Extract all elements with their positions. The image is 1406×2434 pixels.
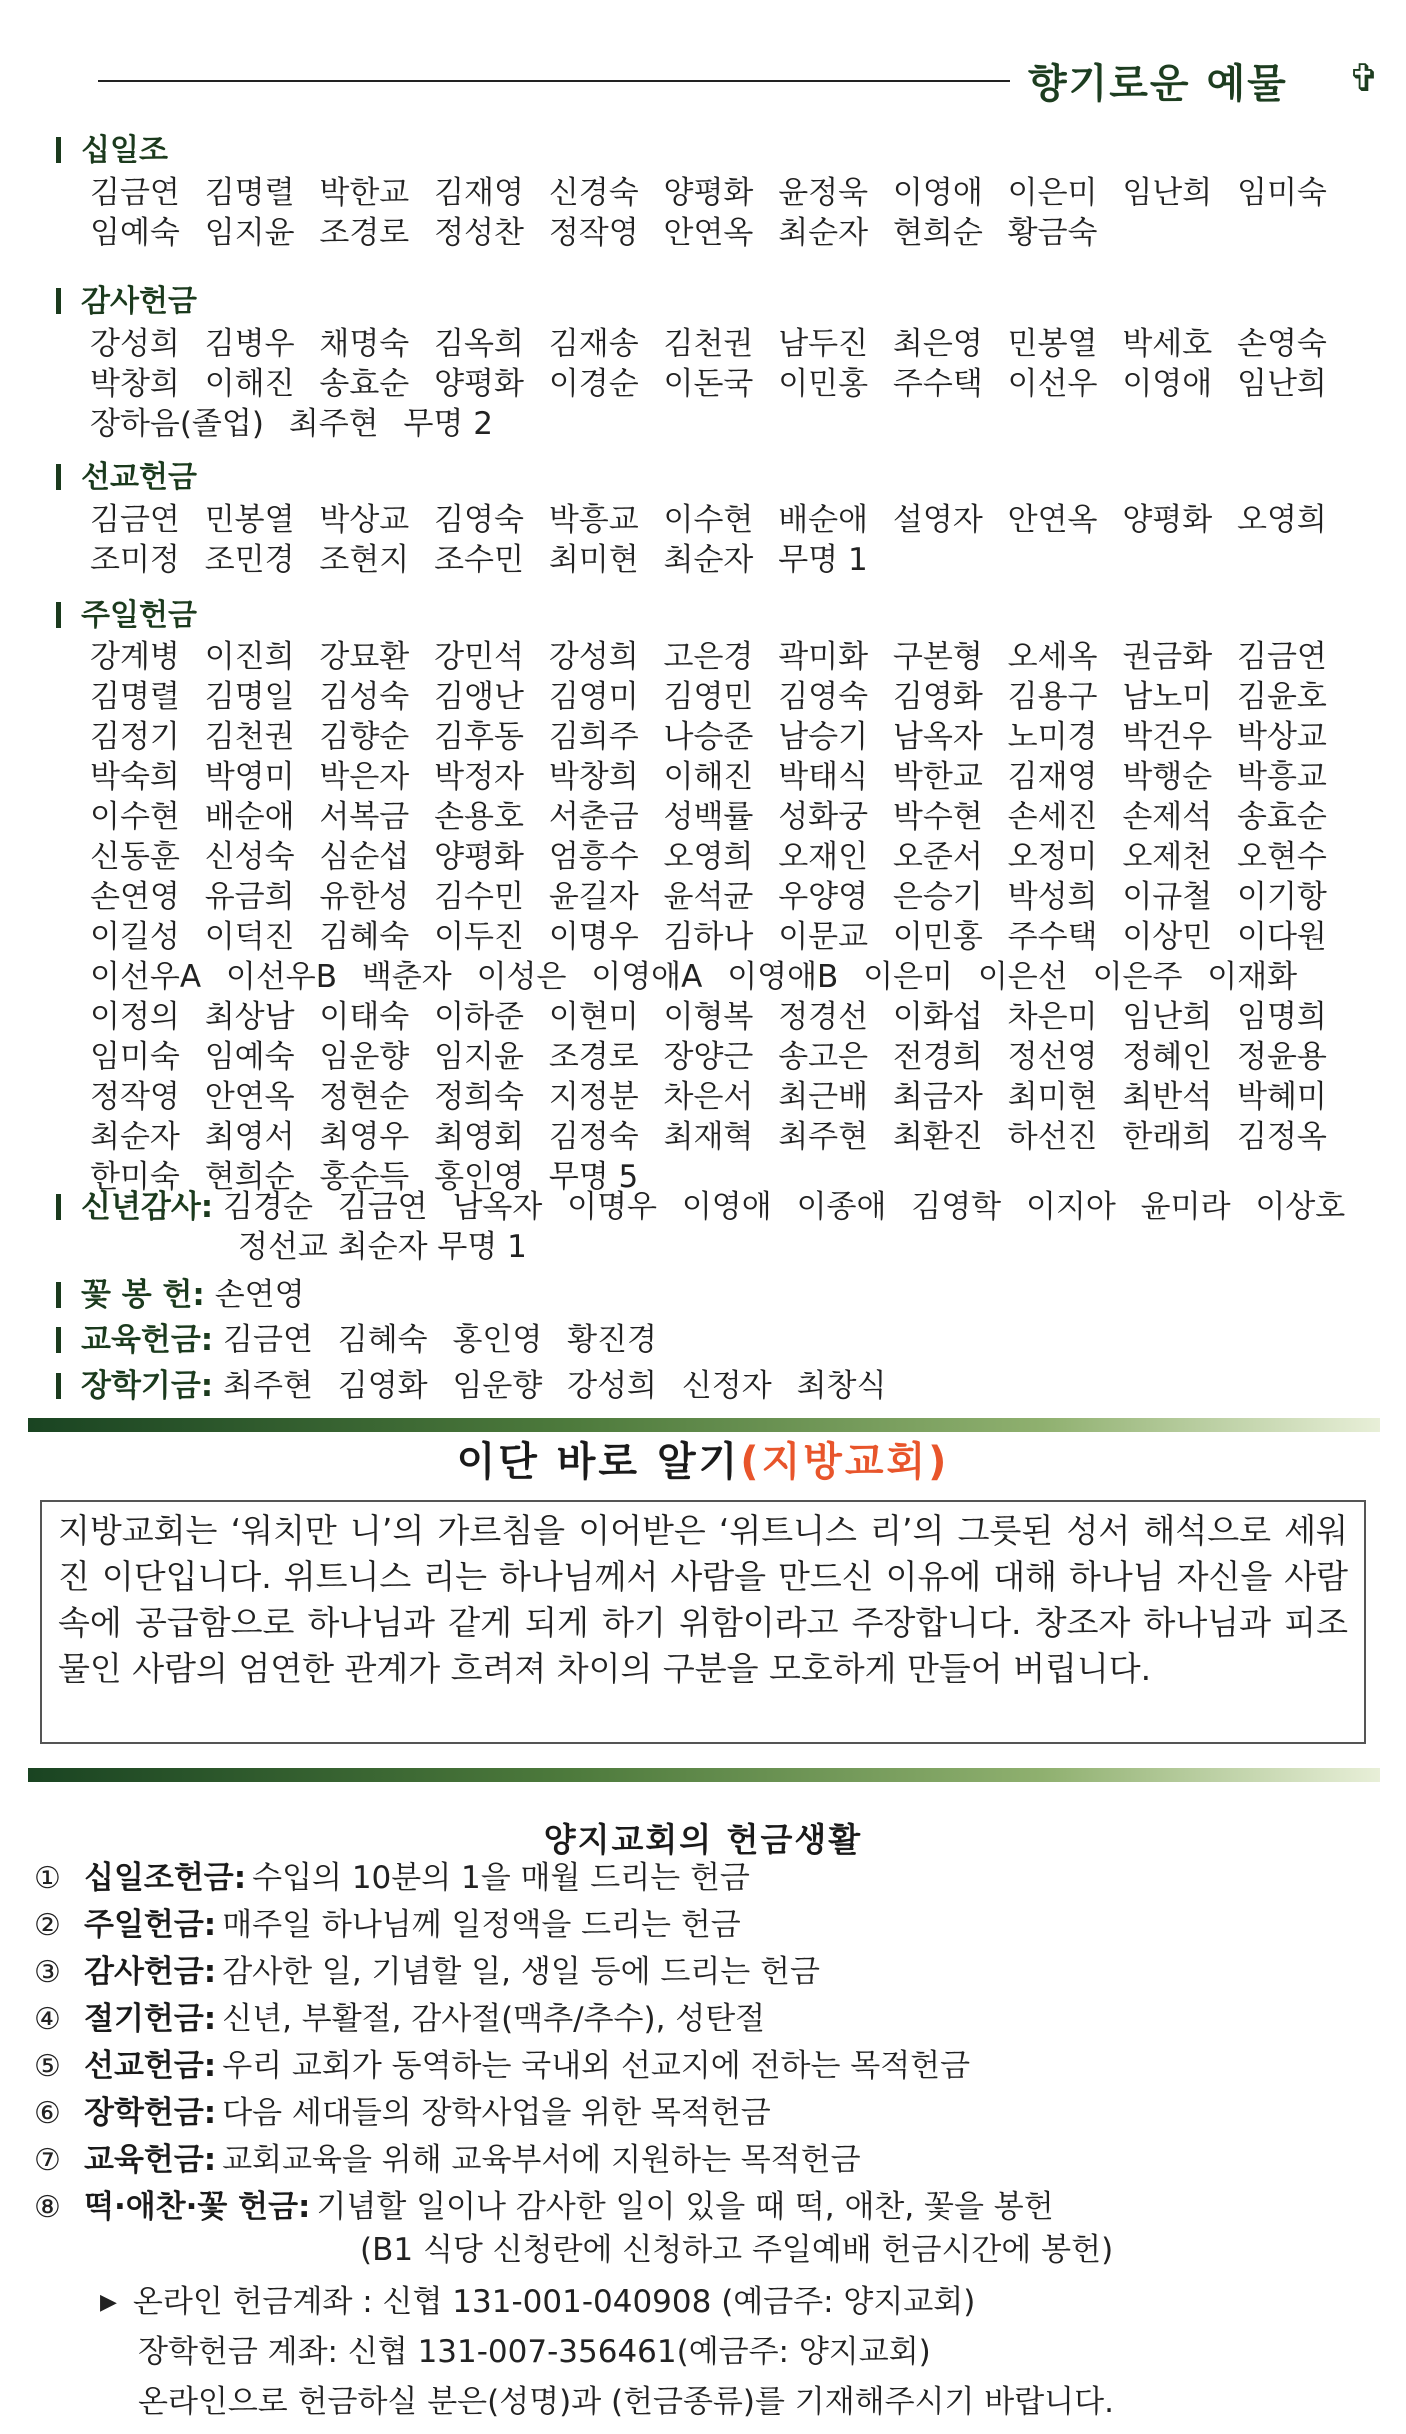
donor-name: 박영미	[204, 759, 295, 795]
donor-name: 강성희	[567, 1368, 657, 1404]
donor-name: 김정옥	[1237, 1119, 1327, 1155]
donor-name: 이경순	[548, 366, 639, 402]
donor-name: 김금연	[337, 1189, 428, 1225]
donor-name: 송효순	[1237, 799, 1327, 835]
donor-name: 정윤용	[1237, 1039, 1327, 1075]
donor-name: 백춘자	[361, 959, 452, 995]
donor-name: 송고은	[778, 1039, 869, 1075]
donor-name: 김영민	[663, 679, 754, 715]
donor-name: 권금화	[1122, 639, 1213, 675]
donor-name: 김수민	[434, 879, 524, 915]
donor-name: 이다원	[1237, 919, 1327, 955]
section-heading-sunday: 주일헌금	[56, 590, 197, 634]
donor-name: 박상교	[1237, 719, 1327, 755]
donor-name: 홍인영	[434, 1159, 524, 1195]
donor-name: 박태식	[778, 759, 869, 795]
education-row: 교육헌금: 김금연 김혜숙 홍인영 황진경	[56, 1320, 672, 1360]
donor-name: 양평화	[434, 366, 524, 402]
donor-name: 남옥자	[892, 719, 983, 755]
donor-name: 손연영	[90, 879, 180, 915]
donor-name: 최순자	[90, 1119, 180, 1155]
cross-icon: ✞	[1348, 56, 1380, 100]
donor-name: 이은미	[1007, 175, 1098, 211]
donor-name: 신성숙	[204, 839, 295, 875]
donor-name: 임지윤	[204, 215, 295, 251]
donor-name: 곽미화	[778, 639, 869, 675]
donor-name: 박수현	[892, 799, 983, 835]
donor-name: 이지아	[1025, 1189, 1116, 1225]
donor-name: 심순섭	[319, 839, 410, 875]
donor-name: 정성찬	[434, 215, 524, 251]
donor-name: 남노미	[1122, 679, 1213, 715]
donor-name: 최순자	[663, 542, 754, 578]
donor-name: 윤길자	[548, 879, 639, 915]
donor-name: 이해진	[204, 366, 295, 402]
donor-name: 임미숙	[90, 1039, 180, 1075]
offering-item: ⑥ 장학헌금: 다음 세대들의 장학사업을 위한 목적헌금	[34, 2095, 771, 2131]
donor-name: 이성은	[476, 959, 567, 995]
mission-names	[90, 500, 1380, 580]
donor-name: 양평화	[1122, 502, 1213, 538]
donor-name: 임운향	[319, 1039, 410, 1075]
donor-name: 차은미	[1007, 999, 1098, 1035]
donor-name: 김후동	[434, 719, 524, 755]
donor-name: 오영희	[663, 839, 754, 875]
donor-name: 김금연	[90, 175, 180, 211]
donor-name: 이선우	[1007, 366, 1098, 402]
donor-name: 이돈국	[663, 366, 754, 402]
thanks-names	[90, 324, 1380, 444]
donor-name: 이태숙	[319, 999, 410, 1035]
donor-name: 박숙희	[90, 759, 180, 795]
donor-name: 조경로	[319, 215, 410, 251]
donor-name: 이은주	[1092, 959, 1183, 995]
donor-name: 강민석	[434, 639, 524, 675]
donor-name: 김앵난	[434, 679, 524, 715]
donor-name: 서춘금	[548, 799, 639, 835]
donor-name: 이화섭	[892, 999, 983, 1035]
donor-name: 최순자	[778, 215, 869, 251]
donor-name: 이형복	[663, 999, 754, 1035]
donor-name: 남옥자	[452, 1189, 543, 1225]
donor-name: 정혜인	[1122, 1039, 1213, 1075]
donor-name: 김천권	[663, 326, 754, 362]
online-instruction: 온라인으로 헌금하실 분은(성명)과 (헌금종류)를 기재해주시기 바랍니다.	[138, 2384, 1114, 2420]
donor-name: 지정분	[548, 1079, 639, 1115]
heresy-body: 지방교회는 ‘워치만 니’의 가르침을 이어받은 ‘위트니스 리’의 그릇된 성서 해석으로 세워진 이단입니다. 위트니스 리는 하나님께서 사람을 만드신 이유에 대해 하나님 자신을 사람 속에 공급함으로 하나님과 같게 되게 하기 위함이라고 주장합니다. 창조자 하나님과 피조물인 사람의 엄연한 관계가 흐려져 차이의 구분을 모호하게 만들어 버립니다.	[58, 1511, 1348, 1688]
donor-name: 신정자	[681, 1368, 772, 1404]
donor-name: 신동훈	[90, 839, 180, 875]
donor-name: 이진희	[204, 639, 295, 675]
donor-name: 이은선	[977, 959, 1068, 995]
donor-name: 이현미	[548, 999, 639, 1035]
donor-name: 박혜미	[1237, 1079, 1327, 1115]
donor-name: 성화궁	[778, 799, 869, 835]
donor-name: 안연옥	[663, 215, 754, 251]
donor-name: 이수현	[90, 799, 180, 835]
donor-name: 최재혁	[663, 1119, 754, 1155]
donor-name: 박흥교	[1237, 759, 1327, 795]
donor-name: 임예숙	[204, 1039, 295, 1075]
donor-name: 오세옥	[1007, 639, 1098, 675]
donor-name: 김금연	[223, 1322, 313, 1358]
donor-name: 이정의	[90, 999, 180, 1035]
donor-name: 김성숙	[319, 679, 410, 715]
section-heading-thanks: 감사헌금	[56, 276, 197, 320]
donor-name: 최창식	[796, 1368, 887, 1404]
section-heading-mission: 선교헌금	[56, 452, 197, 496]
donor-name: 설영자	[892, 502, 983, 538]
donor-name: 무명 1	[778, 542, 868, 578]
donor-name: 김재송	[548, 326, 639, 362]
donor-name: 민봉열	[1007, 326, 1098, 362]
donor-name: 김영학	[911, 1189, 1002, 1225]
donor-name: 김천권	[204, 719, 295, 755]
donor-name: 엄흥수	[548, 839, 639, 875]
donor-name: 정선교	[238, 1229, 328, 1265]
donor-name: 이규철	[1122, 879, 1213, 915]
offering-item: ⑧ 떡·애찬·꽃 헌금: 기념할 일이나 감사한 일이 있을 때 떡, 애찬, 꽃을 봉헌	[34, 2189, 1054, 2225]
tithe-names	[90, 173, 1380, 253]
newyear-row: 신년감사: 김경순 김금연 남옥자 이명우 이영애 이종애 김영학 이지아 윤미라 이상호	[56, 1187, 1360, 1227]
donor-name: 김하나	[663, 919, 754, 955]
donor-name: 박상교	[319, 502, 410, 538]
donor-name: 오현수	[1237, 839, 1327, 875]
donor-name: 김금연	[90, 502, 180, 538]
donor-name: 무명 2	[403, 406, 493, 442]
donor-name: 최주현	[778, 1119, 869, 1155]
offering-item: ① 십일조헌금: 수입의 10분의 1을 매월 드리는 헌금	[34, 1860, 750, 1896]
donor-name: 임예숙	[90, 215, 180, 251]
donor-name: 최금자	[892, 1079, 983, 1115]
donor-name: 김병우	[204, 326, 295, 362]
donor-name: 주수택	[1007, 919, 1098, 955]
donor-name: 민봉열	[204, 502, 295, 538]
section-heading-tithe: 십일조	[56, 125, 168, 169]
donor-name: 손영숙	[1237, 326, 1327, 362]
donor-name: 정경선	[778, 999, 869, 1035]
donor-name: 임난희	[1122, 999, 1213, 1035]
donor-name: 무명 5	[548, 1159, 639, 1195]
donor-name: 최영회	[434, 1119, 524, 1155]
scholarship-account: 장학헌금 계좌: 신협 131-007-356461(예금주: 양지교회)	[138, 2334, 931, 2370]
offering-item: ⑦ 교육헌금: 교회교육을 위해 교육부서에 지원하는 목적헌금	[34, 2142, 861, 2178]
donor-name: 오정미	[1007, 839, 1098, 875]
donor-name: 손세진	[1007, 799, 1098, 835]
donor-name: 안연옥	[1007, 502, 1098, 538]
donor-name: 강성희	[548, 639, 639, 675]
donor-name: 채명숙	[319, 326, 410, 362]
donor-name: 김재영	[1007, 759, 1098, 795]
donor-name: 윤미라	[1140, 1189, 1231, 1225]
donor-name: 임난희	[1237, 366, 1327, 402]
donor-name: 이영애B	[727, 959, 839, 995]
donor-name: 박한교	[319, 175, 410, 211]
donor-name: 김영숙	[434, 502, 524, 538]
donor-name: 박성희	[1007, 879, 1098, 915]
page-title: 향기로운 예물	[1028, 61, 1288, 107]
donor-name: 이민홍	[892, 919, 983, 955]
donor-name: 김영숙	[778, 679, 869, 715]
donor-name: 이민홍	[778, 366, 869, 402]
donor-name: 김금연	[1237, 639, 1327, 675]
donor-name: 최상남	[204, 999, 295, 1035]
header-rule	[98, 80, 1010, 82]
donor-name: 이종애	[796, 1189, 887, 1225]
donor-name: 김혜숙	[319, 919, 410, 955]
donor-name: 박세호	[1122, 326, 1213, 362]
donor-name: 강묘환	[319, 639, 410, 675]
donor-name: 장하음(졸업)	[90, 406, 264, 442]
donor-name: 한미숙	[90, 1159, 180, 1195]
donor-name: 남승기	[778, 719, 869, 755]
donor-name: 김명렬	[204, 175, 295, 211]
donor-name: 김영미	[548, 679, 639, 715]
donor-name: 박건우	[1122, 719, 1213, 755]
donor-name: 양평화	[663, 175, 754, 211]
donor-name: 주수택	[892, 366, 983, 402]
donor-name: 손연영	[214, 1277, 305, 1313]
donor-name: 김명일	[204, 679, 295, 715]
donor-name: 강성희	[90, 326, 180, 362]
donor-name: 황진경	[567, 1322, 657, 1358]
donor-name: 박흥교	[548, 502, 639, 538]
donor-name: 최영서	[204, 1119, 295, 1155]
donor-name: 최근배	[778, 1079, 869, 1115]
donor-name: 이명우	[548, 919, 639, 955]
donor-name: 이상민	[1122, 919, 1213, 955]
donor-name: 이은미	[863, 959, 953, 995]
donor-name: 김용구	[1007, 679, 1098, 715]
donor-name: 나승준	[663, 719, 754, 755]
donor-name: 이해진	[663, 759, 754, 795]
donor-name: 조민경	[204, 542, 295, 578]
donor-name: 조미정	[90, 542, 180, 578]
donor-name: 이문교	[778, 919, 869, 955]
section-divider	[28, 1768, 1380, 1782]
donor-name: 이영애	[892, 175, 983, 211]
donor-name: 최은영	[892, 326, 983, 362]
donor-name: 배순애	[778, 502, 869, 538]
donor-name: 구본형	[892, 639, 983, 675]
offering-item: ② 주일헌금: 매주일 하나님께 일정액을 드리는 헌금	[34, 1907, 741, 1943]
donor-name: 최주현	[223, 1368, 313, 1404]
donor-name: 신경숙	[548, 175, 639, 211]
donor-name: 임난희	[1122, 175, 1213, 211]
donor-name: 최영우	[319, 1119, 410, 1155]
donor-name: 김영화	[337, 1368, 428, 1404]
donor-name: 김영화	[892, 679, 983, 715]
donor-name: 홍순득	[319, 1159, 410, 1195]
donor-name: 성백률	[663, 799, 754, 835]
offering-note: (B1 식당 신청란에 신청하고 주일예배 헌금시간에 봉헌)	[360, 2232, 1114, 2268]
offering-item: ⑤ 선교헌금: 우리 교회가 동역하는 국내외 선교지에 전하는 목적헌금	[34, 2048, 971, 2084]
donor-name: 배순애	[204, 799, 295, 835]
donor-name: 오제천	[1122, 839, 1213, 875]
donor-name: 김향순	[319, 719, 410, 755]
heresy-box	[40, 1500, 1366, 1744]
donor-name: 최주현	[288, 406, 379, 442]
donor-name: 남두진	[778, 326, 869, 362]
donor-name: 손제석	[1122, 799, 1213, 835]
donor-name: 윤석균	[663, 879, 754, 915]
donor-name: 김경순	[223, 1189, 313, 1225]
donor-name: 하선진	[1007, 1119, 1098, 1155]
donor-name: 이하준	[434, 999, 524, 1035]
donor-name: 이기항	[1237, 879, 1327, 915]
donor-name: 한래희	[1122, 1119, 1213, 1155]
donor-name: 오재인	[778, 839, 869, 875]
donor-name: 이명우	[567, 1189, 657, 1225]
donor-name: 윤정욱	[778, 175, 869, 211]
donor-name: 최미현	[1007, 1079, 1098, 1115]
donor-name: 김희주	[548, 719, 639, 755]
donor-name: 유금희	[204, 879, 295, 915]
offering-title: 양지교회의 헌금생활	[543, 1820, 863, 1859]
donor-name: 양평화	[434, 839, 524, 875]
donor-name: 유한성	[319, 879, 410, 915]
donor-name: 김정숙	[548, 1119, 639, 1155]
donor-name: 우양영	[778, 879, 869, 915]
donor-name: 오준서	[892, 839, 983, 875]
donor-name: 박창희	[548, 759, 639, 795]
donor-name: 전경희	[892, 1039, 983, 1075]
donor-name: 조경로	[548, 1039, 639, 1075]
heresy-title: 이단 바로 알기(지방교회)	[456, 1439, 950, 1485]
donor-name: 최반석	[1122, 1079, 1213, 1115]
donor-name: 정선영	[1007, 1039, 1098, 1075]
donor-name: 무명 1	[437, 1229, 527, 1265]
newyear-row-cont	[238, 1227, 527, 1267]
donor-name: 현희순	[892, 215, 983, 251]
donor-name: 장양근	[663, 1039, 754, 1075]
donor-name: 임운향	[452, 1368, 543, 1404]
donor-name: 강계병	[90, 639, 180, 675]
donor-name: 이재화	[1207, 959, 1298, 995]
donor-name: 이영애	[1122, 366, 1213, 402]
donor-name: 조현지	[319, 542, 410, 578]
donor-name: 박행순	[1122, 759, 1213, 795]
sunday-names	[90, 637, 1380, 1197]
page-header	[98, 52, 1380, 112]
donor-name: 김명렬	[90, 679, 180, 715]
donor-name: 최미현	[548, 542, 639, 578]
online-account: ▶ 온라인 헌금계좌 : 신협 131-001-040908 (예금주: 양지교회)	[100, 2282, 975, 2323]
donor-name: 김재영	[434, 175, 524, 211]
donor-name: 안연옥	[204, 1079, 295, 1115]
flower-row: 꽃 봉 헌: 손연영	[56, 1275, 320, 1315]
offering-item: ③ 감사헌금: 감사한 일, 기념할 일, 생일 등에 드리는 헌금	[34, 1954, 820, 1990]
donor-name: 손용호	[434, 799, 524, 835]
donor-name: 박한교	[892, 759, 983, 795]
donor-name: 이선우B	[225, 959, 338, 995]
donor-name: 임명희	[1237, 999, 1327, 1035]
donor-name: 박정자	[434, 759, 524, 795]
donor-name: 이수현	[663, 502, 754, 538]
donor-name: 임지윤	[434, 1039, 524, 1075]
donor-name: 김혜숙	[337, 1322, 428, 1358]
donor-name: 노미경	[1007, 719, 1098, 755]
donor-name: 임미숙	[1237, 175, 1327, 211]
donor-name: 김정기	[90, 719, 180, 755]
donor-name: 현희순	[204, 1159, 295, 1195]
triangle-bullet-icon: ▶	[100, 2290, 117, 2315]
donor-name: 정작영	[548, 215, 639, 251]
donor-name: 조수민	[434, 542, 524, 578]
donor-name: 최환진	[892, 1119, 983, 1155]
donor-name: 김윤호	[1237, 679, 1327, 715]
donor-name: 정작영	[90, 1079, 180, 1115]
donor-name: 황금숙	[1007, 215, 1098, 251]
donor-name: 이선우A	[90, 959, 202, 995]
donor-name: 최순자	[337, 1229, 428, 1265]
donor-name: 박창희	[90, 366, 180, 402]
donor-name: 정현순	[319, 1079, 410, 1115]
donor-name: 이덕진	[204, 919, 295, 955]
donor-name: 오영희	[1237, 502, 1327, 538]
donor-name: 이영애A	[591, 959, 703, 995]
donor-name: 홍인영	[452, 1322, 543, 1358]
donor-name: 은승기	[892, 879, 983, 915]
donor-name: 송효순	[319, 366, 410, 402]
donor-name: 이길성	[90, 919, 180, 955]
donor-name: 박은자	[319, 759, 410, 795]
scholarship-row: 장학기금: 최주현 김영화 임운향 강성희 신정자 최창식	[56, 1366, 901, 1406]
donor-name: 김옥희	[434, 326, 524, 362]
donor-name: 서복금	[319, 799, 410, 835]
donor-name: 이상호	[1255, 1189, 1346, 1225]
donor-name: 이영애	[681, 1189, 772, 1225]
donor-name: 이두진	[434, 919, 524, 955]
offering-item: ④ 절기헌금: 신년, 부활절, 감사절(맥추/추수), 성탄절	[34, 2001, 766, 2037]
donor-name: 차은서	[663, 1079, 754, 1115]
donor-name: 고은경	[663, 639, 754, 675]
donor-name: 정희숙	[434, 1079, 524, 1115]
